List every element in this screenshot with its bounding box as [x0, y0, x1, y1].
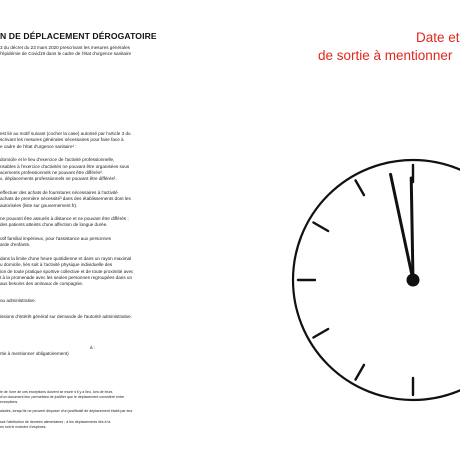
paragraph-judiciaire: [0, 298, 210, 304]
signature-line: à :: [90, 345, 96, 350]
paragraph-line: e cadre de l'état d'urgence sanitaire¹ :: [0, 143, 77, 149]
paragraph-line: autorisées (liste sur gouvernement.fr).: [0, 202, 78, 208]
paragraph-line: scrivant les mesures générales nécessaires pour faire face à: [0, 137, 124, 143]
paragraph-line: u domicile, liés soit à l'activité physique individuelle des: [0, 262, 113, 268]
document-title: N DE DÉPLACEMENT DÉROGATOIRE: [0, 31, 157, 41]
signature-line: rtie à mentionner obligatoirement): [0, 351, 69, 357]
intro-line: 3 du décret du 23 mars 2020 prescrivant les mesures générales: [0, 45, 130, 50]
paragraph-line: t à la promenade avec les seules personnes regroupées dans un: [0, 274, 133, 280]
paragraph-line: des patients atteints d'une affection de longue durée.: [0, 222, 108, 228]
date-time-reminder: [300, 29, 460, 65]
paragraph-achats: [0, 190, 210, 209]
footnote-line: ssé l'attribution de denrées alimentaires ; à les déplacements liés à la: [0, 419, 111, 424]
paragraph-line: achats de première nécessité³ dans des établissements dont les: [0, 196, 131, 202]
paragraph-line: aux besoins des animaux de compagnie.: [0, 281, 84, 287]
clock-hour-hand: [411, 178, 413, 280]
paragraph-line: nsables à l'exercice d'activités ne pouvant être organisées sous: [0, 163, 130, 169]
reminder-line-2: de sortie à mentionner: [318, 48, 453, 63]
paragraph-line: ion de toute pratique sportive collective et de toute proximité avec: [0, 268, 134, 274]
paragraph-sante: [0, 216, 210, 229]
paragraph-motif: [0, 131, 210, 150]
footnote-line: d'un document leur permettant de justifier que le déplacement considéré entre: [0, 395, 125, 400]
paragraph-line: otif familial impérieux, pour l'assistance aux personnes: [0, 235, 111, 241]
paragraph-line: issions d'intérêt général sur demande de l'autorité administrative.: [0, 314, 132, 320]
paragraph-line: domicile et le lieu d'exercice de l'activité professionnelle,: [0, 157, 115, 163]
paragraph-travail: [0, 157, 210, 183]
clock-center-pin: [407, 274, 420, 287]
paragraph-line: est lié au motif suivant (cocher la case) autorisé par l'article 3 du: [0, 131, 131, 136]
signature-block: [0, 345, 95, 358]
clock-face: [293, 160, 460, 400]
footnote-line: le de l'une de ces exceptions doivent se munir s'il y a lieu, lors de leurs: [0, 390, 113, 394]
paragraph-sport: [0, 256, 210, 288]
paragraph-line: arde d'enfants.: [0, 242, 31, 248]
document-intro: [0, 45, 210, 58]
paragraph-line: dans la limite d'une heure quotidienne et dans un rayon maximal: [0, 255, 132, 261]
footnote-line: alariés, lorsqu'ils ne peuvent disposer d'un justificatif de déplacement établi par leur: [0, 408, 133, 413]
paragraph-line: x, déplacements professionnels ne pouvant être différés².: [0, 176, 117, 182]
paragraph-line: effectuer des achats de fournitures nécessaires à l'activité: [0, 189, 118, 195]
reminder-line-1: Date et: [416, 30, 460, 45]
footnote-line: exceptions.: [0, 400, 19, 405]
paragraph-missions: [0, 314, 210, 320]
intro-line: l'épidémie de Covid19 dans le cadre de l'état d'urgence sanitaire: [0, 51, 132, 57]
paragraph-line: ou administrative.: [0, 297, 37, 303]
paragraph-line: ne pouvant être assurés à distance et ne pouvant être différés ;: [0, 216, 129, 222]
paragraph-line: acements professionnels ne pouvant être différés².: [0, 170, 104, 176]
footnotes: [0, 390, 210, 430]
clock-icon: [265, 115, 460, 460]
document-body: [0, 131, 210, 328]
paragraph-famille: [0, 236, 210, 249]
footnote-line: en soit le moindre d'espèces.: [0, 425, 47, 430]
